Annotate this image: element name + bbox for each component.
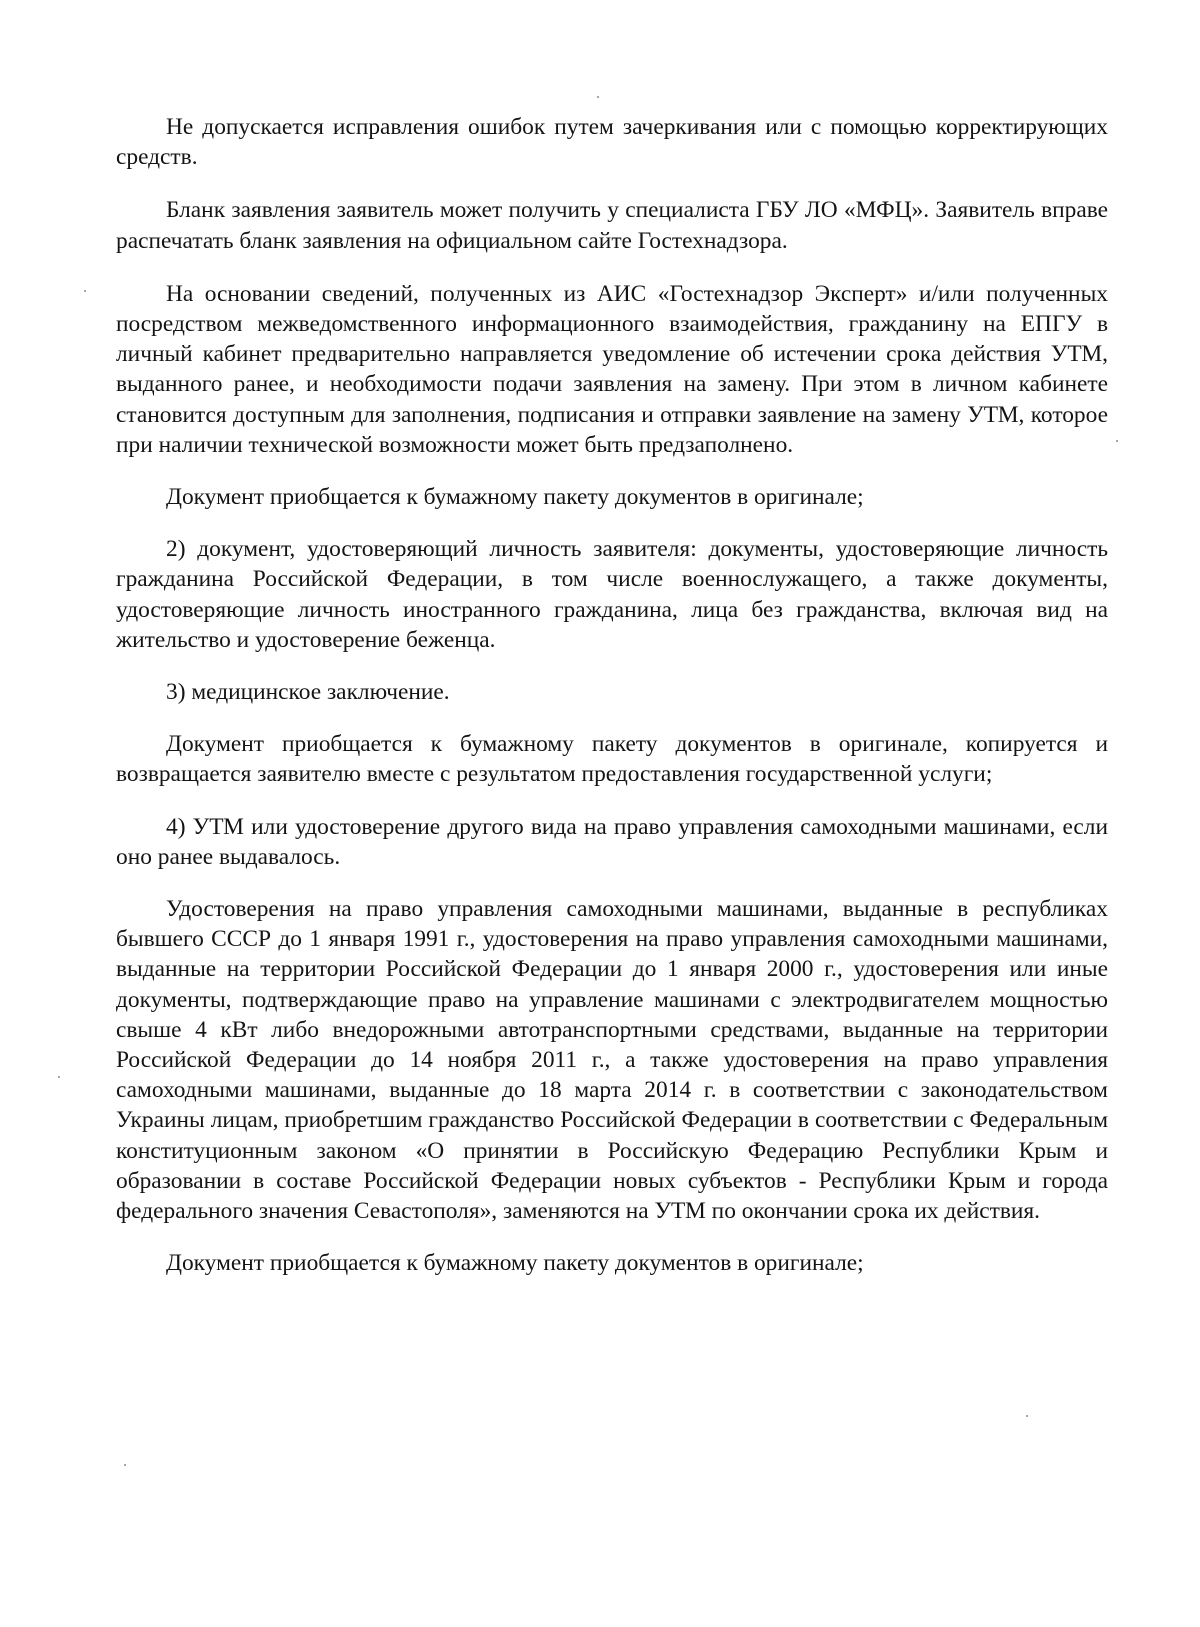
scan-speck (1116, 440, 1118, 442)
paragraph-original-attached-2: Документ приобщается к бумажному пакету документов в оригинале; (166, 1250, 864, 1277)
paragraph-application-form: Бланк заявления заявитель может получить у специалиста ГБУ ЛО «МФЦ». Заявитель вправе распечатать бланк заявления на официальном сайте Гостехнадзора. (116, 197, 1108, 254)
document-body (116, 112, 1108, 1279)
scan-speck (84, 290, 86, 292)
scan-speck (58, 1076, 60, 1078)
paragraph-utm-certificate: 4) УТМ или удостоверение другого вида на право управления самоходными машинами, если оно ранее выдавалось. (116, 813, 1108, 870)
paragraph-original-copied: Документ приобщается к бумажному пакету документов в оригинале, копируется и возвращается заявителю вместе с результатом предоставления государственной услуги; (116, 731, 1108, 788)
paragraph-identity-document: 2) документ, удостоверяющий личность заявителя: документы, удостоверяющие личность гражданина Российской Федерации, в том числе военнослужащего, а также документы, удостоверяющие личность иностранного гражданина, лица без гражданства, включая вид на жительство и удостоверение беженца. (116, 536, 1108, 653)
scan-speck (1026, 1415, 1028, 1417)
scan-speck (597, 96, 599, 98)
paragraph-medical-certificate: 3) медицинское заключение. (166, 679, 450, 706)
paragraph-certificates-replacement: Удостоверения на право управления самоходными машинами, выданные в республиках бывшего СССР до 1 января 1991 г., удостоверения на право управления самоходными машинами, выданные на территории Российской Федерации до 1 января 2000 г., удостоверения или иные документы, подтверждающие право на управление машинами с электродвигателем мощностью свыше 4 кВт либо внедорожными автотранспортными средствами, выданные на территории Российской Федерации до 14 ноября 2011 г., а также удостоверения на право управления самоходными машинами, выданные до 18 марта 2014 г. в соответствии с законодательством Украины лицам, приобретшим гражданство Российской Федерации в соответствии с Федеральным конституционным законом «О принятии в Российскую Федерацию Республики Крым и образовании в составе Российской Федерации новых субъектов - Республики Крым и города федерального значения Севастополя», заменяются на УТМ по окончании срока их действия. (116, 896, 1108, 1225)
paragraph-corrections: Не допускается исправления ошибок путем зачеркивания или с помощью корректирующих средств. (116, 114, 1108, 171)
scan-speck (124, 1464, 126, 1466)
paragraph-original-attached-1: Документ приобщается к бумажному пакету документов в оригинале; (166, 484, 864, 511)
paragraph-notification: На основании сведений, полученных из АИС «Гостехнадзор Эксперт» и/или полученных посредством межведомственного информационного взаимодействия, гражданину на ЕПГУ в личный кабинет предварительно направляется уведомление об истечении срока действия УТМ, выданного ранее, и необходимости подачи заявления на замену. При этом в личном кабинете становится доступным для заполнения, подписания и отправки заявление на замену УТМ, которое при наличии технической возможности может быть предзаполнено. (116, 280, 1108, 458)
